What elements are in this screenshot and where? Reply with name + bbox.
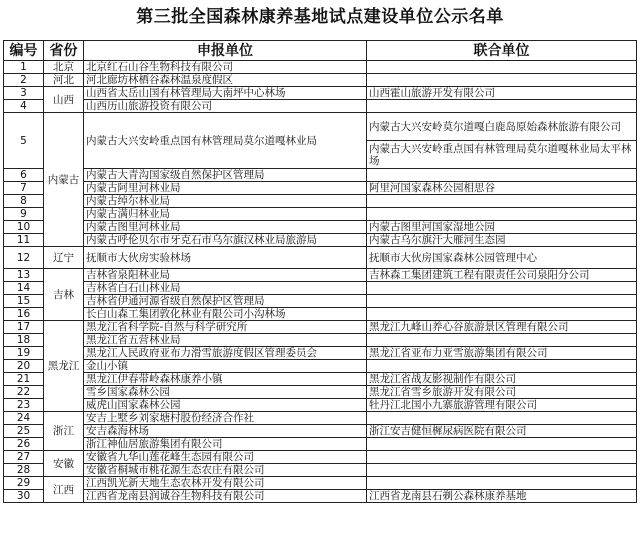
cell-province: 吉林 <box>44 269 84 321</box>
cell-no: 18 <box>4 334 44 347</box>
cell-partner: 江西省龙南县石剃公森林康养基地 <box>367 490 637 503</box>
cell-no: 29 <box>4 477 44 490</box>
cell-partner <box>367 282 637 295</box>
table-row <box>4 234 637 247</box>
cell-applicant: 内蒙古大青沟国家级自然保护区管理局 <box>84 169 367 182</box>
cell-applicant: 内蒙古满归林业局 <box>84 208 367 221</box>
table-row <box>4 308 637 321</box>
cell-partner: 牡丹江北国小九寨旅游管理有限公司 <box>367 399 637 412</box>
cell-partner <box>367 100 637 113</box>
cell-partner: 吉林森工集团建筑工程有限责任公司泉阳分公司 <box>367 269 637 282</box>
table-row <box>4 412 637 425</box>
table-row <box>4 451 637 464</box>
cell-applicant: 北京红石山谷生物科技有限公司 <box>84 61 367 74</box>
cell-no: 26 <box>4 438 44 451</box>
cell-partner <box>367 308 637 321</box>
cell-no: 8 <box>4 195 44 208</box>
cell-province: 安徽 <box>44 451 84 477</box>
cell-no: 3 <box>4 87 44 100</box>
table-row <box>4 100 637 113</box>
cell-no: 9 <box>4 208 44 221</box>
table-row <box>4 425 637 438</box>
cell-applicant: 黑龙江人民政府亚布力滑雪旅游度假区管理委员会 <box>84 347 367 360</box>
cell-partner: 黑龙江省战友影视制作有限公司 <box>367 373 637 386</box>
cell-applicant: 内蒙古呼伦贝尔市牙克石市乌尔旗汉林业局旅游局 <box>84 234 367 247</box>
table-row <box>4 386 637 399</box>
cell-applicant: 安吉森海林场 <box>84 425 367 438</box>
cell-no: 23 <box>4 399 44 412</box>
cell-applicant: 内蒙古绰尔林业局 <box>84 195 367 208</box>
cell-partner <box>367 360 637 373</box>
table-row <box>4 321 637 334</box>
cell-province: 山西 <box>44 87 84 113</box>
cell-applicant: 安徽省桐城市桃花源生态农庄有限公司 <box>84 464 367 477</box>
table-row <box>4 360 637 373</box>
table-row <box>4 113 637 141</box>
cell-partner <box>367 464 637 477</box>
cell-partner: 黑龙江九峰山养心谷旅游景区管理有限公司 <box>367 321 637 334</box>
cell-no: 5 <box>4 113 44 169</box>
table-row <box>4 490 637 503</box>
table-row <box>4 208 637 221</box>
cell-no: 1 <box>4 61 44 74</box>
cell-applicant: 内蒙古大兴安岭重点国有林管理局莫尔道嘎林业局 <box>84 113 367 169</box>
cell-applicant: 吉林省白石山林业局 <box>84 282 367 295</box>
cell-applicant: 黑龙江省科学院-自然与科学研究所 <box>84 321 367 334</box>
cell-applicant: 山西省太岳山国有林管理局大南坪中心林场 <box>84 87 367 100</box>
cell-no: 19 <box>4 347 44 360</box>
table-row <box>4 347 637 360</box>
table-row <box>4 438 637 451</box>
cell-applicant: 河北廊坊林栖谷森林温泉度假区 <box>84 74 367 87</box>
cell-partner <box>367 438 637 451</box>
cell-applicant: 安吉上墅乡刘家塘村股份经济合作社 <box>84 412 367 425</box>
cell-partner <box>367 195 637 208</box>
table-header-row <box>4 41 637 61</box>
cell-applicant: 黑龙江省五营林业局 <box>84 334 367 347</box>
cell-partner: 内蒙古图里河国家湿地公园 <box>367 221 637 234</box>
cell-province: 黑龙江 <box>44 321 84 412</box>
cell-no: 22 <box>4 386 44 399</box>
cell-applicant: 山西历山旅游投资有限公司 <box>84 100 367 113</box>
cell-no: 16 <box>4 308 44 321</box>
cell-partner: 黑龙江省雪乡旅游开发有限公司 <box>367 386 637 399</box>
cell-no: 17 <box>4 321 44 334</box>
header-partner: 联合单位 <box>367 41 637 61</box>
cell-partner <box>367 208 637 221</box>
header-province: 省份 <box>44 41 84 61</box>
cell-partner: 抚顺市大伙房国家森林公园管理中心 <box>367 247 637 269</box>
cell-province: 河北 <box>44 74 84 87</box>
table-row <box>4 295 637 308</box>
cell-applicant: 吉林省伊通河源省级自然保护区管理局 <box>84 295 367 308</box>
table-row <box>4 221 637 234</box>
table-row <box>4 169 637 182</box>
cell-partner: 内蒙古大兴安岭重点国有林管理局莫尔道嘎林业局太平林场 <box>367 141 637 169</box>
table-row <box>4 464 637 477</box>
header-applicant: 申报单位 <box>84 41 367 61</box>
document-title: 第三批全国森林康养基地试点建设单位公示名单 <box>136 7 504 27</box>
table-row <box>4 195 637 208</box>
cell-partner: 内蒙古大兴安岭莫尔道嘎白鹿岛原始森林旅游有限公司 <box>367 113 637 141</box>
table-row <box>4 182 637 195</box>
cell-no: 12 <box>4 247 44 269</box>
table-row <box>4 477 637 490</box>
cell-no: 11 <box>4 234 44 247</box>
cell-applicant: 抚顺市大伙房实验林场 <box>84 247 367 269</box>
cell-applicant: 金山小镇 <box>84 360 367 373</box>
cell-no: 21 <box>4 373 44 386</box>
cell-province: 北京 <box>44 61 84 74</box>
pilot-units-table <box>3 40 637 503</box>
cell-no: 25 <box>4 425 44 438</box>
table-row <box>4 247 637 269</box>
cell-no: 28 <box>4 464 44 477</box>
table-row <box>4 61 637 74</box>
cell-partner <box>367 169 637 182</box>
cell-applicant: 江西凯光新天地生态农林开发有限公司 <box>84 477 367 490</box>
cell-applicant: 安徽省九华山莲花峰生态园有限公司 <box>84 451 367 464</box>
cell-partner <box>367 74 637 87</box>
cell-no: 13 <box>4 269 44 282</box>
cell-province: 江西 <box>44 477 84 503</box>
cell-partner <box>367 412 637 425</box>
cell-no: 20 <box>4 360 44 373</box>
cell-partner: 浙江安吉健恒樨尿病医院有限公司 <box>367 425 637 438</box>
cell-partner <box>367 451 637 464</box>
cell-partner <box>367 477 637 490</box>
cell-province: 辽宁 <box>44 247 84 269</box>
cell-no: 30 <box>4 490 44 503</box>
cell-partner <box>367 334 637 347</box>
table-row <box>4 87 637 100</box>
cell-applicant: 黑龙江伊春带岭森林康养小镇 <box>84 373 367 386</box>
cell-applicant: 吉林省泉阳林业局 <box>84 269 367 282</box>
table-row <box>4 373 637 386</box>
cell-no: 10 <box>4 221 44 234</box>
cell-partner: 内蒙古乌尔旗汗大雁河生态园 <box>367 234 637 247</box>
cell-partner: 山西霍山旅游开发有限公司 <box>367 87 637 100</box>
cell-partner: 黑龙江省亚布力亚雪旅游集团有限公司 <box>367 347 637 360</box>
cell-partner <box>367 295 637 308</box>
cell-no: 15 <box>4 295 44 308</box>
cell-applicant: 内蒙古阿里河林业局 <box>84 182 367 195</box>
table-row <box>4 334 637 347</box>
cell-no: 2 <box>4 74 44 87</box>
cell-applicant: 威虎山国家森林公园 <box>84 399 367 412</box>
cell-applicant: 雪乡国家森林公园 <box>84 386 367 399</box>
cell-province: 浙江 <box>44 412 84 451</box>
cell-no: 4 <box>4 100 44 113</box>
cell-no: 14 <box>4 282 44 295</box>
cell-no: 24 <box>4 412 44 425</box>
cell-no: 7 <box>4 182 44 195</box>
cell-partner: 阿里河国家森林公园相思谷 <box>367 182 637 195</box>
cell-applicant: 内蒙古图里河林业局 <box>84 221 367 234</box>
header-no: 编号 <box>4 41 44 61</box>
table-row <box>4 282 637 295</box>
table-row <box>4 269 637 282</box>
cell-applicant: 浙江神仙居旅游集团有限公司 <box>84 438 367 451</box>
cell-no: 6 <box>4 169 44 182</box>
cell-applicant: 江西省龙南县润诚谷生物科技有限公司 <box>84 490 367 503</box>
cell-partner <box>367 61 637 74</box>
table-row <box>4 399 637 412</box>
cell-province: 内蒙古 <box>44 113 84 247</box>
cell-applicant: 长白山森工集团敦化林业有限公司小沟林场 <box>84 308 367 321</box>
cell-no: 27 <box>4 451 44 464</box>
table-row <box>4 74 637 87</box>
